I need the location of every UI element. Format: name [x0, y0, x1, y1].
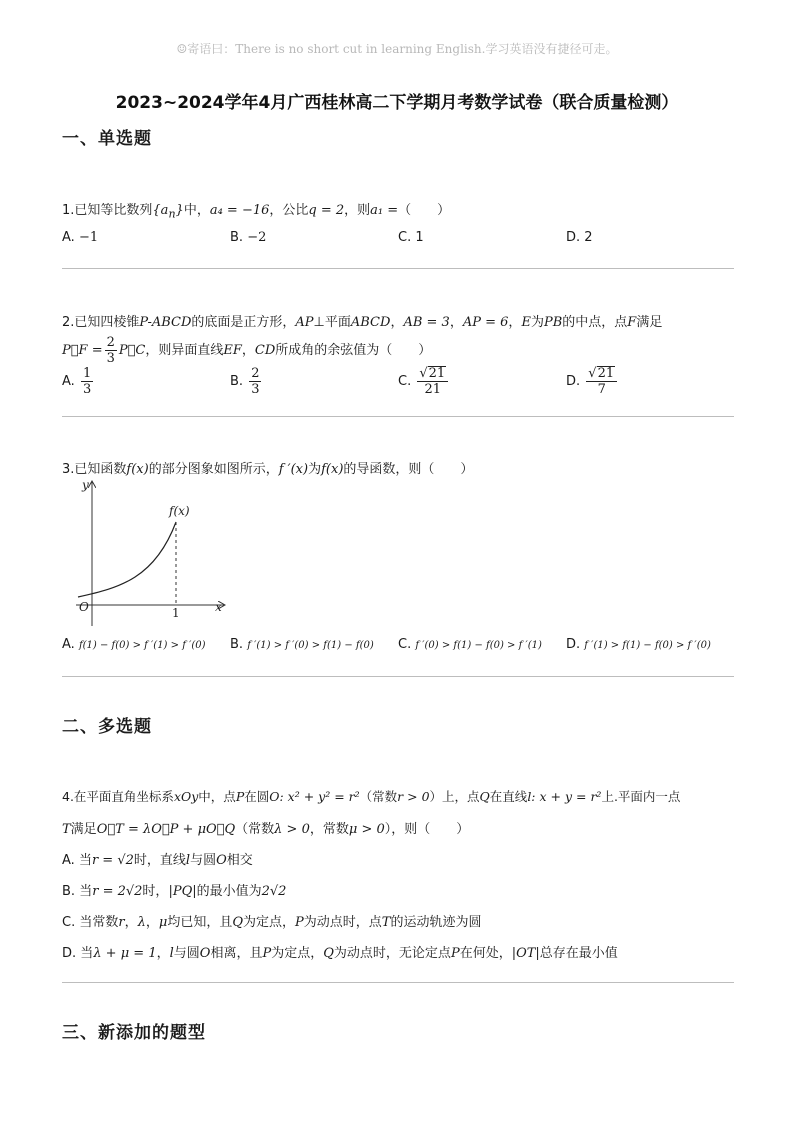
question-2-line-1 — [62, 311, 662, 330]
option-label: D. — [62, 946, 77, 961]
radicand: 21 — [428, 366, 446, 381]
q3-text: 为 — [308, 462, 322, 477]
option-math: Q — [232, 915, 244, 930]
option-math: T — [381, 915, 391, 930]
q1-text: 中， — [183, 203, 210, 218]
q3-option-a[interactable] — [62, 637, 206, 652]
q4-point-q: Q — [479, 789, 490, 804]
option-label: B. — [230, 637, 244, 652]
q1-text: ，公比 — [269, 203, 309, 218]
radicand: 21 — [597, 366, 615, 381]
q1-option-a[interactable] — [62, 230, 98, 245]
q2-option-b[interactable] — [230, 366, 263, 397]
q1-ask: a₁ = — [370, 203, 399, 218]
divider — [62, 676, 734, 677]
option-label: A. — [62, 853, 75, 868]
option-text: 当常数 — [79, 915, 119, 930]
q3-text: 3.已知函数 — [62, 462, 127, 477]
q3-option-d[interactable] — [566, 637, 711, 652]
option-text: 总存在最小值 — [539, 946, 618, 961]
option-value: f ′(0) > f(1) − f(0) > f ′(1) — [415, 640, 542, 651]
q2-abcd: ABCD — [350, 315, 391, 330]
q2-text: 满足 — [636, 315, 663, 330]
option-label: B. — [230, 230, 244, 245]
option-text: ， — [124, 915, 138, 930]
option-value: 1 — [415, 230, 424, 245]
option-math: r = √2 — [91, 853, 134, 868]
q1-option-b[interactable] — [230, 230, 266, 245]
option-label: A. — [62, 374, 75, 389]
option-label: B. — [62, 884, 76, 899]
option-math: |PQ| — [168, 884, 197, 899]
q4-text: （常数 — [235, 822, 275, 837]
q4-line-eq: l: x + y = r² — [527, 789, 602, 804]
option-text: 的最小值为 — [196, 884, 262, 899]
option-value: −1 — [78, 230, 99, 245]
q2-fraction — [105, 335, 117, 366]
q4-mu: μ > 0 — [348, 822, 385, 837]
question-4-line-2 — [62, 818, 469, 837]
option-label: C. — [62, 915, 76, 930]
option-math: O — [216, 853, 227, 868]
option-fraction — [417, 366, 448, 397]
q4-point-p: P — [235, 789, 245, 804]
option-math: |OT| — [511, 946, 540, 961]
option-value: 2 — [584, 230, 593, 245]
section-heading-single-choice: 一、单选题 — [62, 129, 152, 149]
option-math: 2√2 — [261, 884, 287, 899]
option-label: C. — [398, 230, 412, 245]
exam-title: 2023~2024学年4月广西桂林高二下学期月考数学试卷（联合质量检测） — [115, 93, 679, 113]
option-text: 与圆 — [190, 853, 217, 868]
q2-text: ， — [449, 315, 463, 330]
option-label: D. — [566, 637, 581, 652]
motto-header: ☺寄语曰：There is no short cut in learning English.学习英语没有捷径可走。 — [176, 42, 618, 56]
q2-pyramid: P-ABCD — [139, 315, 192, 330]
q4-text: 上.平面内一点 — [601, 789, 681, 804]
option-fraction — [586, 366, 617, 397]
fraction-numerator: 2 — [106, 335, 115, 350]
q3-option-b[interactable] — [230, 637, 374, 652]
q2-ap-length: AP = 6 — [462, 315, 509, 330]
option-fraction — [81, 366, 93, 397]
option-math: r — [118, 915, 125, 930]
q4-text: ），则（ ） — [384, 822, 470, 837]
option-text: ， — [156, 946, 170, 961]
option-label: C. — [398, 637, 412, 652]
q3-fx: f(x) — [321, 462, 344, 477]
q4-vector-eq: O⃗T = λO⃗P + μO⃗Q — [96, 822, 236, 837]
option-math: l — [169, 946, 174, 961]
divider — [62, 416, 734, 417]
q4-option-d[interactable] — [62, 942, 618, 961]
q2-text: 为 — [530, 315, 544, 330]
option-text: 相离，且 — [210, 946, 263, 961]
option-text: 为动点时，点 — [303, 915, 382, 930]
q1-seq-end: } — [175, 203, 184, 218]
q2-point-e: E — [521, 315, 531, 330]
q2-text: 的底面是正方形， — [191, 315, 296, 330]
option-text: 为定点， — [243, 915, 296, 930]
q4-lambda: λ > 0 — [274, 822, 310, 837]
q2-ef: EF — [223, 343, 242, 358]
q1-text: ，则 — [344, 203, 371, 218]
q2-vector-pc: P⃗C — [118, 343, 146, 358]
q4-text: 在圆 — [244, 789, 270, 804]
option-text: 均已知，且 — [167, 915, 233, 930]
option-label: A. — [62, 230, 75, 245]
q2-vector-pf: P⃗F = — [62, 343, 103, 358]
q1-sequence — [152, 203, 184, 221]
q2-cd: CD — [254, 343, 276, 358]
option-math: P — [450, 946, 460, 961]
fraction-denominator: 3 — [106, 351, 115, 366]
section-heading-multiple-choice: 二、多选题 — [62, 717, 152, 737]
q2-option-c[interactable] — [398, 366, 450, 397]
q3-text: 的导函数，则（ ） — [343, 462, 474, 477]
question-3-stem — [62, 458, 473, 477]
q2-text: 所成角的余弦值为（ ） — [275, 343, 432, 358]
section-heading-new-type: 三、新添加的题型 — [62, 1023, 206, 1043]
option-text: 在何处， — [459, 946, 512, 961]
option-text: 当 — [78, 853, 92, 868]
q2-text: ， — [508, 315, 522, 330]
q2-ab: AB = 3 — [403, 315, 450, 330]
y-axis-label: y — [82, 478, 89, 492]
option-text: 的运动轨迹为圆 — [390, 915, 482, 930]
option-math: λ — [137, 915, 146, 930]
option-math: P — [262, 946, 272, 961]
q1-paren: （ ） — [398, 203, 451, 218]
q4-text: ）上，点 — [429, 789, 480, 804]
q2-point-f: F — [627, 315, 637, 330]
option-math: P — [295, 915, 304, 930]
option-text: 相交 — [226, 853, 253, 868]
option-math: r = 2√2 — [92, 884, 143, 899]
q3-text: 的部分图象如图所示， — [148, 462, 279, 477]
option-text: 与圆 — [173, 946, 200, 961]
q1-condition: a₄ = −16 — [209, 203, 270, 218]
q1-seq-sub: n — [168, 207, 176, 221]
q3-fx: f(x) — [126, 462, 149, 477]
question-2-line-2 — [62, 335, 431, 366]
option-text: 时， — [142, 884, 169, 899]
x-axis-label: x — [215, 600, 222, 614]
q2-text: ⊥平面 — [313, 315, 351, 330]
option-label: D. — [566, 374, 581, 389]
q4-circle-eq: O: x² + y² = r² — [269, 789, 360, 804]
q2-pb: PB — [543, 315, 563, 330]
q4-option-c[interactable] — [62, 911, 481, 930]
option-label: B. — [230, 374, 244, 389]
question-1-stem — [62, 199, 450, 221]
curve-label: f(x) — [169, 504, 190, 518]
q4-xoy: xOy — [173, 789, 199, 804]
option-text: 时，直线 — [133, 853, 186, 868]
function-curve — [78, 522, 176, 597]
q2-ap: AP — [295, 315, 314, 330]
tick-label-1: 1 — [172, 606, 180, 620]
option-label: C. — [398, 374, 412, 389]
option-fraction — [249, 366, 261, 397]
q2-text: ， — [390, 315, 404, 330]
option-text: 当 — [80, 946, 94, 961]
q4-text: 中，点 — [198, 789, 236, 804]
q4-text: 在直线 — [489, 789, 528, 804]
q1-option-c[interactable] — [398, 230, 424, 245]
q2-option-d[interactable] — [566, 366, 619, 397]
q4-point-t: T — [62, 822, 71, 837]
origin-label: O — [79, 600, 89, 614]
fraction-numerator: √21 — [586, 366, 617, 382]
option-math: l — [185, 853, 191, 868]
option-value: f ′(1) > f(1) − f(0) > f ′(0) — [584, 640, 711, 651]
option-math: Q — [323, 946, 334, 961]
q3-function-graph — [60, 476, 235, 626]
fraction-numerator: 1 — [82, 366, 92, 381]
option-label: D. — [566, 230, 581, 245]
q2-text: 的中点，点 — [562, 315, 628, 330]
fraction-denominator: 3 — [82, 382, 92, 397]
q4-text: ，常数 — [309, 822, 349, 837]
option-math: O — [199, 946, 211, 961]
q2-text: 2.已知四棱锥 — [62, 315, 140, 330]
q1-text: 1.已知等比数列 — [62, 203, 153, 218]
q4-text: 4.在平面直角坐标系 — [62, 789, 174, 804]
fraction-numerator: 2 — [251, 366, 260, 381]
option-text: 为动点时，无论定点 — [333, 946, 451, 961]
option-math: μ — [158, 915, 168, 930]
q2-text: ， — [241, 343, 255, 358]
q4-text: 满足 — [70, 822, 97, 837]
fraction-numerator: √21 — [417, 366, 448, 382]
q4-text: （常数 — [359, 789, 398, 804]
fraction-denominator: 21 — [424, 382, 442, 397]
fraction-denominator: 3 — [251, 382, 260, 397]
option-value: −2 — [247, 230, 267, 245]
option-text: ， — [145, 915, 159, 930]
q2-text: ，则异面直线 — [145, 343, 224, 358]
q4-r-positive: r > 0 — [397, 789, 430, 804]
q4-option-b[interactable] — [62, 880, 286, 899]
option-math: λ + μ = 1 — [93, 946, 157, 961]
option-value: f ′(1) > f ′(0) > f(1) − f(0) — [247, 640, 374, 651]
fraction-denominator: 7 — [597, 382, 606, 397]
option-label: A. — [62, 637, 75, 652]
q1-seq-base: {a — [152, 203, 169, 218]
divider — [62, 268, 734, 269]
option-text: 当 — [79, 884, 93, 899]
q3-fpx: f ′(x) — [278, 462, 309, 477]
option-text: 为定点， — [271, 946, 324, 961]
divider — [62, 982, 734, 983]
question-4-line-1 — [62, 787, 680, 805]
option-value: f(1) − f(0) > f ′(1) > f ′(0) — [78, 640, 206, 651]
q4-option-a[interactable] — [62, 849, 253, 868]
q1-ratio: q = 2 — [308, 203, 345, 218]
q3-option-c[interactable] — [398, 637, 542, 652]
q2-option-a[interactable] — [62, 366, 95, 397]
q1-option-d[interactable] — [566, 230, 593, 245]
